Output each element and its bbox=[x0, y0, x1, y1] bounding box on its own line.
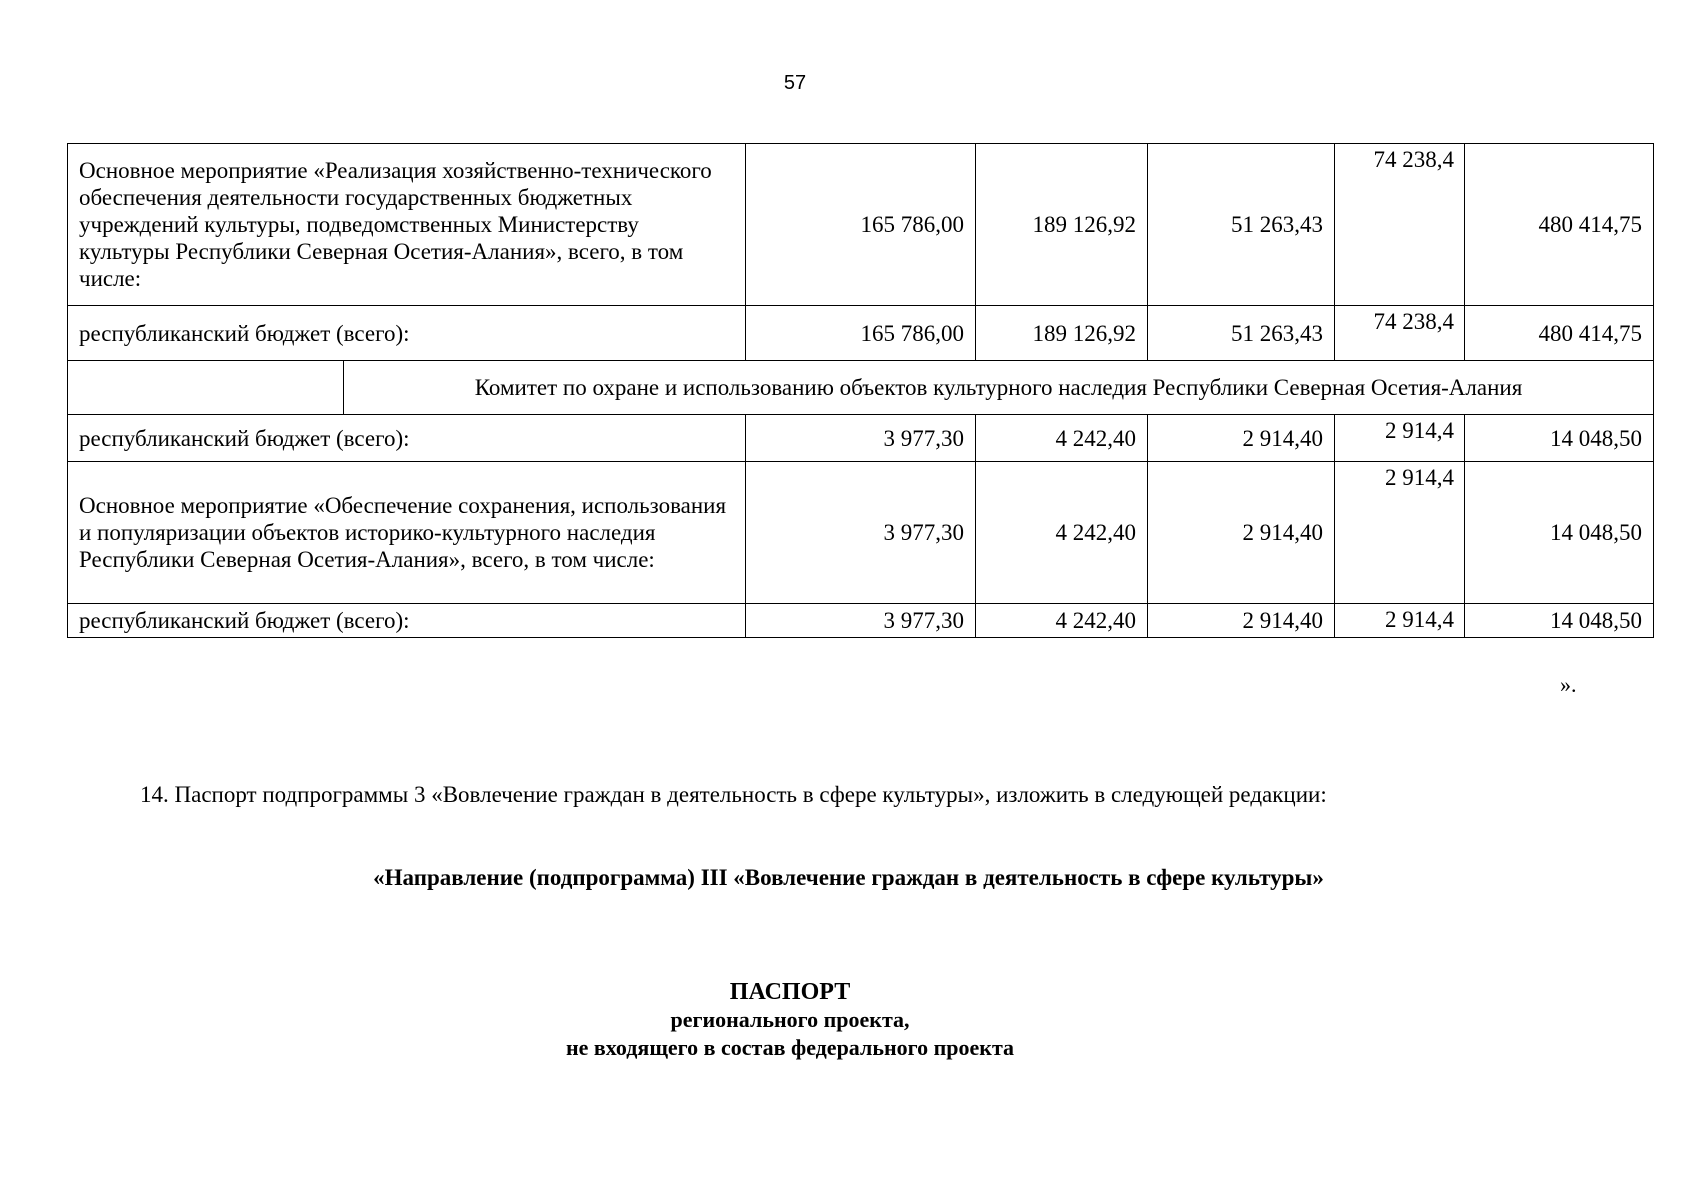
table-row bbox=[68, 306, 1654, 361]
value-cell: 2 914,40 bbox=[1148, 462, 1335, 604]
row-label: республиканский бюджет (всего): bbox=[68, 415, 746, 462]
value-cell: 2 914,4 bbox=[1335, 462, 1465, 604]
value-cell: 3 977,30 bbox=[746, 604, 976, 638]
table-row bbox=[68, 415, 1654, 462]
subprogram-heading: «Направление (подпрограмма) III «Вовлечение граждан в деятельность в сфере культуры» bbox=[373, 865, 1324, 890]
value-cell: 165 786,00 bbox=[746, 144, 976, 306]
passport-heading bbox=[0, 978, 1580, 1062]
value-cell: 3 977,30 bbox=[746, 415, 976, 462]
section-paragraph: 14. Паспорт подпрограммы 3 «Вовлечение граждан в деятельность в сфере культуры», изложить в следующей редакции: bbox=[140, 782, 1327, 807]
total-cell: 14 048,50 bbox=[1465, 604, 1654, 638]
value-cell: 2 914,4 bbox=[1335, 604, 1465, 638]
value-cell: 4 242,40 bbox=[976, 604, 1148, 638]
budget-table bbox=[67, 143, 1654, 638]
value-cell: 2 914,40 bbox=[1148, 415, 1335, 462]
section-title: Комитет по охране и использованию объектов культурного наследия Республики Северная Осетия-Алания bbox=[344, 361, 1654, 415]
table-row bbox=[68, 144, 1654, 306]
value-cell: 3 977,30 bbox=[746, 462, 976, 604]
total-cell: 480 414,75 bbox=[1465, 144, 1654, 306]
row-label: республиканский бюджет (всего): bbox=[68, 306, 746, 361]
passport-line-1: регионального проекта, bbox=[670, 1007, 910, 1032]
section-row bbox=[68, 361, 1654, 415]
closing-quote: ». bbox=[1560, 672, 1577, 697]
value-cell: 2 914,4 bbox=[1335, 415, 1465, 462]
total-cell: 14 048,50 bbox=[1465, 462, 1654, 604]
value-cell: 2 914,40 bbox=[1148, 604, 1335, 638]
value-cell: 4 242,40 bbox=[976, 415, 1148, 462]
value-cell: 165 786,00 bbox=[746, 306, 976, 361]
total-cell: 14 048,50 bbox=[1465, 415, 1654, 462]
value-cell: 51 263,43 bbox=[1148, 306, 1335, 361]
passport-line-2: не входящего в состав федерального проекта bbox=[565, 1035, 1015, 1060]
row-label: Основное мероприятие «Реализация хозяйственно-технического обеспечения деятельности государственных бюджетных учреждений культуры, подведомственных Министерству культуры Республики Северная Осетия-Алания», всего, в том числе: bbox=[68, 144, 746, 306]
value-cell: 4 242,40 bbox=[976, 462, 1148, 604]
table-row bbox=[68, 462, 1654, 604]
value-cell: 189 126,92 bbox=[976, 306, 1148, 361]
value-cell: 189 126,92 bbox=[976, 144, 1148, 306]
total-cell: 480 414,75 bbox=[1465, 306, 1654, 361]
page-number: 57 bbox=[783, 72, 807, 94]
value-cell: 74 238,4 bbox=[1335, 144, 1465, 306]
row-label: республиканский бюджет (всего): bbox=[68, 604, 746, 638]
value-cell: 51 263,43 bbox=[1148, 144, 1335, 306]
section-empty-cell bbox=[68, 361, 344, 415]
row-label: Основное мероприятие «Обеспечение сохранения, использования и популяризации объектов историко-культурного наследия Республики Северная Осетия-Алания», всего, в том числе: bbox=[68, 462, 746, 604]
passport-title: ПАСПОРТ bbox=[729, 979, 851, 1005]
table-row bbox=[68, 604, 1654, 638]
value-cell: 74 238,4 bbox=[1335, 306, 1465, 361]
